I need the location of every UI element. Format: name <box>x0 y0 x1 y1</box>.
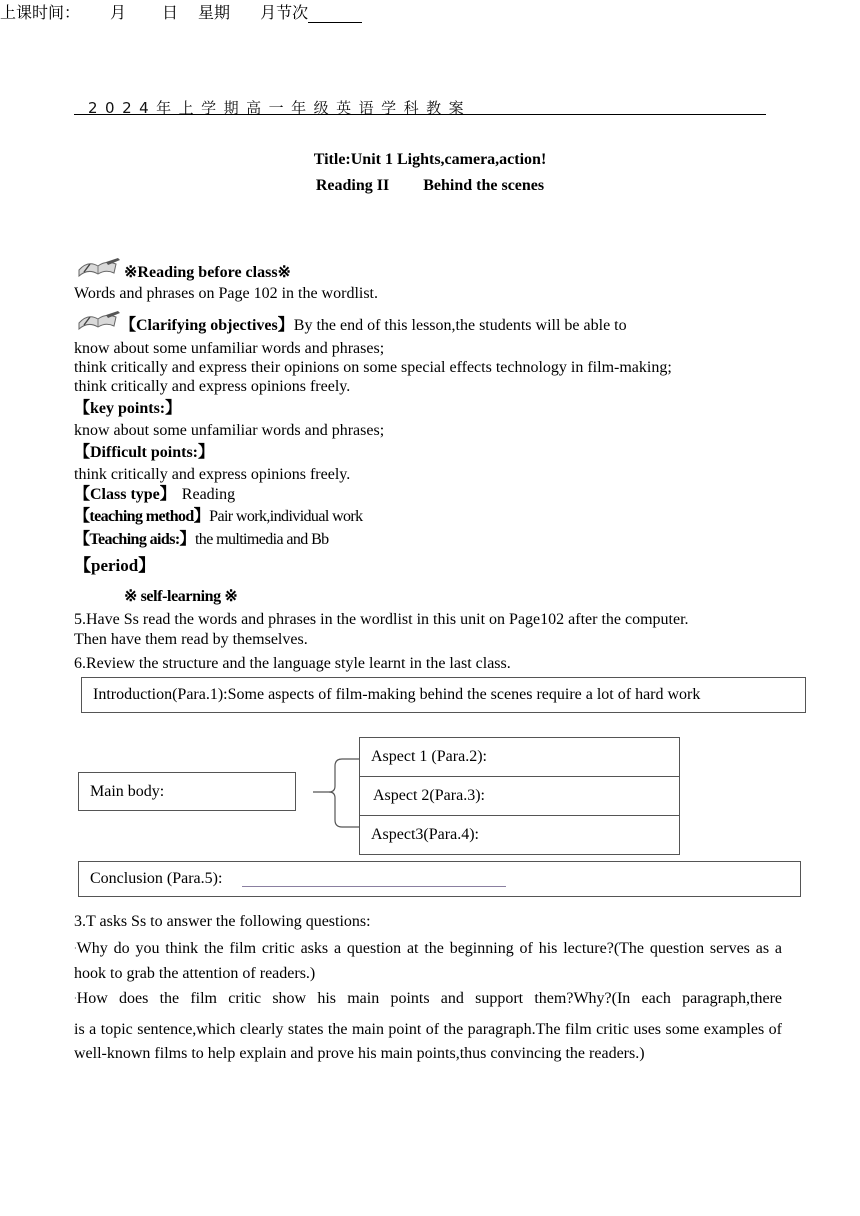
class-time-month: 月 <box>110 3 127 22</box>
header-rule <box>74 114 766 115</box>
question-1 <box>74 936 782 986</box>
pen-icon <box>76 256 122 280</box>
bullet-dot: · <box>74 944 77 953</box>
reading-before-text: Words and phrases on Page 102 in the wordlist. <box>74 285 378 302</box>
self-learning-heading: ※ self-learning ※ <box>124 588 238 605</box>
difficult-points-heading: 【Difficult points:】 <box>74 444 215 461</box>
question-1-text: Why do you think the film critic asks a question at the beginning of his lecture?(The question serves as a hook to grab the attention of readers.) <box>74 940 782 982</box>
lesson-subtitle <box>0 177 860 195</box>
main-body-label: Main body: <box>90 782 165 800</box>
class-time-period: 月节次 <box>260 3 309 22</box>
teaching-aids-value: the multimedia and Bb <box>194 531 329 548</box>
conclusion-blank <box>242 886 506 887</box>
teaching-method-line <box>74 507 363 527</box>
question-2-first-line <box>74 989 782 1009</box>
main-body-box <box>78 772 296 811</box>
structure-bracket <box>312 756 362 830</box>
pen-icon <box>76 309 122 333</box>
teaching-method-value: Pair work,individual work <box>209 508 363 525</box>
class-type-heading: 【Class type】 <box>74 486 176 503</box>
step5-line1: 5.Have Ss read the words and phrases in the wordlist in this unit on Page102 after the computer. <box>74 611 689 628</box>
subtitle-right: Behind the scenes <box>423 177 545 194</box>
question-2-line1: How does the film critic show his main points and support them?Why?(In each paragraph,there <box>76 990 782 1007</box>
bullet-dot: · <box>74 994 77 1003</box>
objectives-line <box>120 316 627 336</box>
question-2-rest: is a topic sentence,which clearly states the main point of the paragraph.The film critic uses some examples of well-known films to help explain and prove his main points,thus convincing the readers.) <box>74 1021 782 1062</box>
reading-before-heading: ※Reading before class※ <box>124 264 291 281</box>
step6-text: 6.Review the structure and the language style learnt in the last class. <box>74 655 511 672</box>
questions-intro: 3.T asks Ss to answer the following questions: <box>74 913 371 930</box>
class-time-label: 上课时间： <box>0 3 81 22</box>
subtitle-left: Reading II <box>315 177 390 194</box>
period-heading: 【period】 <box>74 556 156 575</box>
teaching-aids-heading: 【Teaching aids:】 <box>74 531 195 548</box>
objective-item: think critically and express opinions freely. <box>74 378 351 395</box>
conclusion-box <box>78 861 801 897</box>
teaching-aids-line <box>74 530 329 550</box>
aspect-label: Aspect3(Para.4): <box>371 826 479 843</box>
class-type-line <box>74 485 235 505</box>
key-points-text: know about some unfamiliar words and phrases; <box>74 422 385 439</box>
aspect-box <box>359 737 680 777</box>
class-time-day: 日 <box>162 3 179 22</box>
introduction-box <box>81 677 806 713</box>
class-time-blank <box>308 6 362 23</box>
objective-item: know about some unfamiliar words and phrases; <box>74 340 385 357</box>
document-header: 2024年上学期高一年级英语学科教案 <box>88 99 472 117</box>
difficult-points-text: think critically and express opinions freely. <box>74 466 351 483</box>
lesson-title: Title:Unit 1 Lights,camera,action! <box>313 151 547 168</box>
aspect-label: Aspect 1 (Para.2): <box>371 748 487 765</box>
objectives-intro: By the end of this lesson,the students will be able to <box>293 317 627 334</box>
aspect-box <box>359 815 680 855</box>
teaching-method-heading: 【teaching method】 <box>74 508 210 525</box>
aspect-box <box>359 776 680 816</box>
class-time-weekday: 星期 <box>198 3 231 22</box>
class-time-line <box>0 0 860 23</box>
conclusion-label: Conclusion (Para.5): <box>90 870 223 887</box>
class-type-value: Reading <box>181 486 236 503</box>
step5-line2: Then have them read by themselves. <box>74 631 308 648</box>
key-points-heading: 【key points:】 <box>74 400 182 417</box>
objective-item: think critically and express their opinions on some special effects technology in film-making; <box>74 359 672 376</box>
aspect-label: Aspect 2(Para.3): <box>373 787 485 804</box>
introduction-text: Introduction(Para.1):Some aspects of film-making behind the scenes require a lot of hard work <box>93 686 701 703</box>
objectives-heading: 【Clarifying objectives】 <box>120 317 294 334</box>
